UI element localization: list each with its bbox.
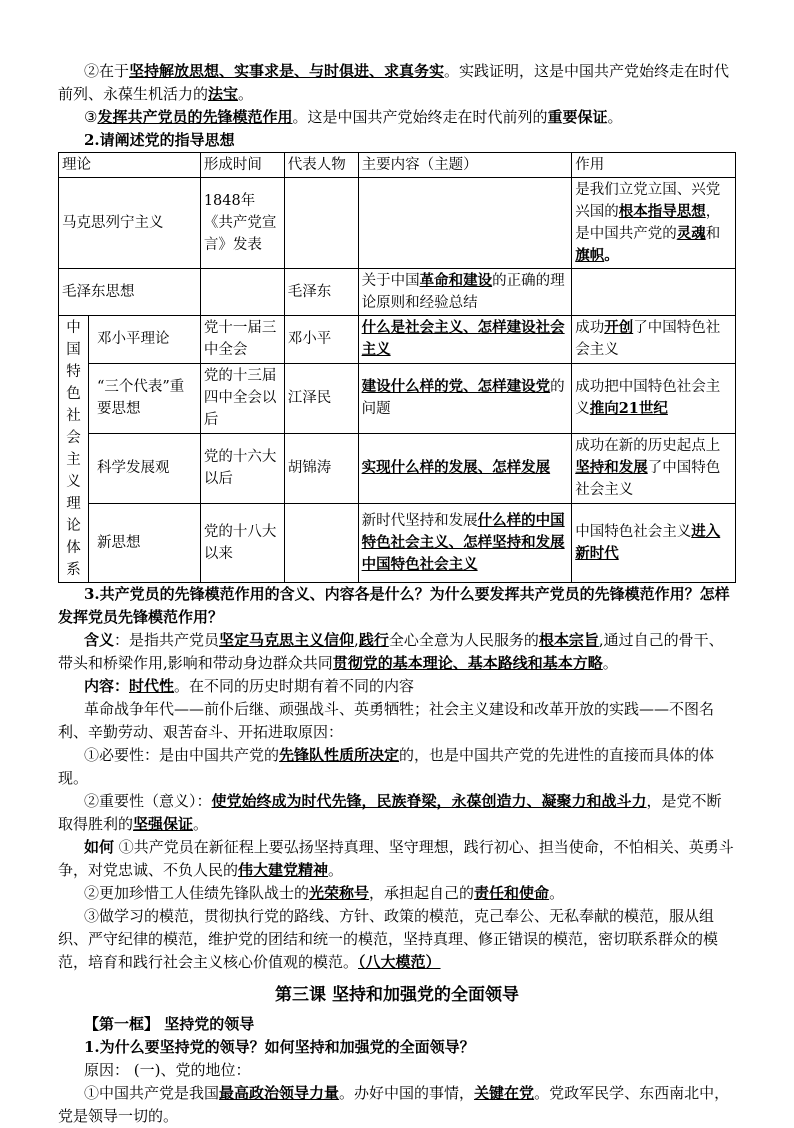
main-content: 关于中国革命和建设的正确的理论原则和经验总结 <box>358 269 572 316</box>
theory-name: 马克思列宁主义 <box>59 178 201 269</box>
table-row <box>59 363 736 433</box>
header-theory: 理论 <box>59 153 201 178</box>
party-status-paragraph: ①中国共产党是我国最高政治领导力量。办好中国的事情，关键在党。党政军民学、东西南北中，党是领导一切的。 <box>58 1084 730 1125</box>
formation-time: 1848年《共产党宣言》发表 <box>200 178 284 269</box>
table-header-row <box>59 153 736 178</box>
formation-time: 党十一届三中全会 <box>200 316 284 364</box>
formation-time <box>200 269 284 316</box>
role <box>572 269 736 316</box>
formation-time: 党的十六大以后 <box>200 433 284 503</box>
socialism-theory-system-label: 中 国 特 色 社 会 主 义 理 论 体 系 <box>59 316 89 583</box>
person <box>284 178 358 269</box>
main-content: 建设什么样的党、怎样建设党的问题 <box>358 363 572 433</box>
main-content <box>358 178 572 269</box>
lesson-3-title: 第三课 坚持和加强党的全面领导 <box>275 985 519 1005</box>
table-row <box>59 503 736 582</box>
definition-paragraph: 含义：是指共产党员坚定马克思主义信仰,践行全心全意为人民服务的根本宗旨,通过自己的骨干、带头和桥梁作用,影响和带动身边群众共同贯彻党的基本理论、基本路线和基本方略。 <box>58 631 724 672</box>
reason-heading: 原因： (一)、党的地位： <box>84 1061 251 1079</box>
header-role: 作用 <box>572 153 736 178</box>
necessity-paragraph: ①必要性：是由中国共产党的先锋队性质所决定的，也是中国共产党的先进性的直接而具体的体现。 <box>58 746 715 787</box>
role: 成功把中国特色社会主义推向21世纪 <box>572 363 736 433</box>
intro-paragraph-2: ②在于坚持解放思想、实事求是、与时俱进、求真务实。实践证明，这是中国共产党始终走在时代前列、永葆生机活力的法宝。 <box>58 62 730 103</box>
person: 毛泽东 <box>284 269 358 316</box>
lesson-3-question-1: 1.为什么要坚持党的领导？如何坚持和加强党的全面领导？ <box>84 1038 475 1056</box>
question-2-heading: 2.请阐述党的指导思想 <box>84 131 235 149</box>
table-row <box>59 316 736 364</box>
main-content: 新时代坚持和发展什么样的中国特色社会主义、怎样坚持和发展中国特色社会主义 <box>358 503 572 582</box>
theory-name: 科学发展观 <box>88 433 200 503</box>
header-person: 代表人物 <box>284 153 358 178</box>
role: 成功在新的历史起点上坚持和发展了中国特色社会主义 <box>572 433 736 503</box>
era-paragraph: 革命战争年代——前仆后继、顽强战斗、英勇牺牲；社会主义建设和改革开放的实践——不图名利、辛勤劳动、艰苦奋斗、开拓进取原因： <box>58 700 715 741</box>
main-content: 什么是社会主义、怎样建设社会主义 <box>358 316 572 364</box>
how-paragraph-2: ②更加珍惜工人佳绩先锋队战士的光荣称号，承担起自己的责任和使命。 <box>84 884 565 902</box>
person: 邓小平 <box>284 316 358 364</box>
person <box>284 503 358 582</box>
role: 中国特色社会主义进入新时代 <box>572 503 736 582</box>
how-paragraph-3: ③做学习的模范，贯彻执行党的路线、方针、政策的模范，克己奉公、无私奉献的模范，服从组织、严守纪律的模范，维护党的团结和统一的模范，坚持真理、修正错误的模范，密切联系群众的模范，培育和践行社会主义核心价值观的模范。（八大模范） <box>58 907 719 971</box>
guiding-thought-table <box>58 152 736 583</box>
role: 成功开创了中国特色社会主义 <box>572 316 736 364</box>
theory-name: 新思想 <box>88 503 200 582</box>
person: 江泽民 <box>284 363 358 433</box>
intro-paragraph-3: ③发挥共产党员的先锋模范作用。这是中国共产党始终走在时代前列的重要保证。 <box>84 108 623 126</box>
theory-name: 邓小平理论 <box>88 316 200 364</box>
how-paragraph-1: 如何 ①共产党员在新征程上要弘扬坚持真理、坚守理想，践行初心、担当使命，不怕相关、英勇斗争，对党忠诚、不负人民的伟大建党精神。 <box>58 838 734 879</box>
formation-time: 党的十三届四中全会以后 <box>200 363 284 433</box>
header-time: 形成时间 <box>200 153 284 178</box>
question-3-heading: 3.共产党员的先锋模范作用的含义、内容各是什么？为什么要发挥共产党员的先锋模范作用？怎样发挥党员先锋模范作用？ <box>58 585 730 626</box>
formation-time: 党的十八大以来 <box>200 503 284 582</box>
theory-name: 毛泽东思想 <box>59 269 201 316</box>
table-row <box>59 178 736 269</box>
header-content: 主要内容（主题） <box>358 153 572 178</box>
table-row <box>59 269 736 316</box>
main-content: 实现什么样的发展、怎样发展 <box>358 433 572 503</box>
document-page <box>58 60 736 1128</box>
person: 胡锦涛 <box>284 433 358 503</box>
table-row <box>59 433 736 503</box>
theory-name: “三个代表”重要思想 <box>88 363 200 433</box>
content-paragraph: 内容：时代性。在不同的历史时期有着不同的内容 <box>84 677 415 695</box>
frame-1-heading: 【第一框】 坚持党的领导 <box>84 1015 255 1033</box>
importance-paragraph: ②重要性（意义）：使党始终成为时代先锋，民族脊梁，永葆创造力、凝聚力和战斗力，是党不断取得胜利的坚强保证。 <box>58 792 722 833</box>
role: 是我们立党立国、兴党兴国的根本指导思想，是中国共产党的灵魂和旗帜。 <box>572 178 736 269</box>
